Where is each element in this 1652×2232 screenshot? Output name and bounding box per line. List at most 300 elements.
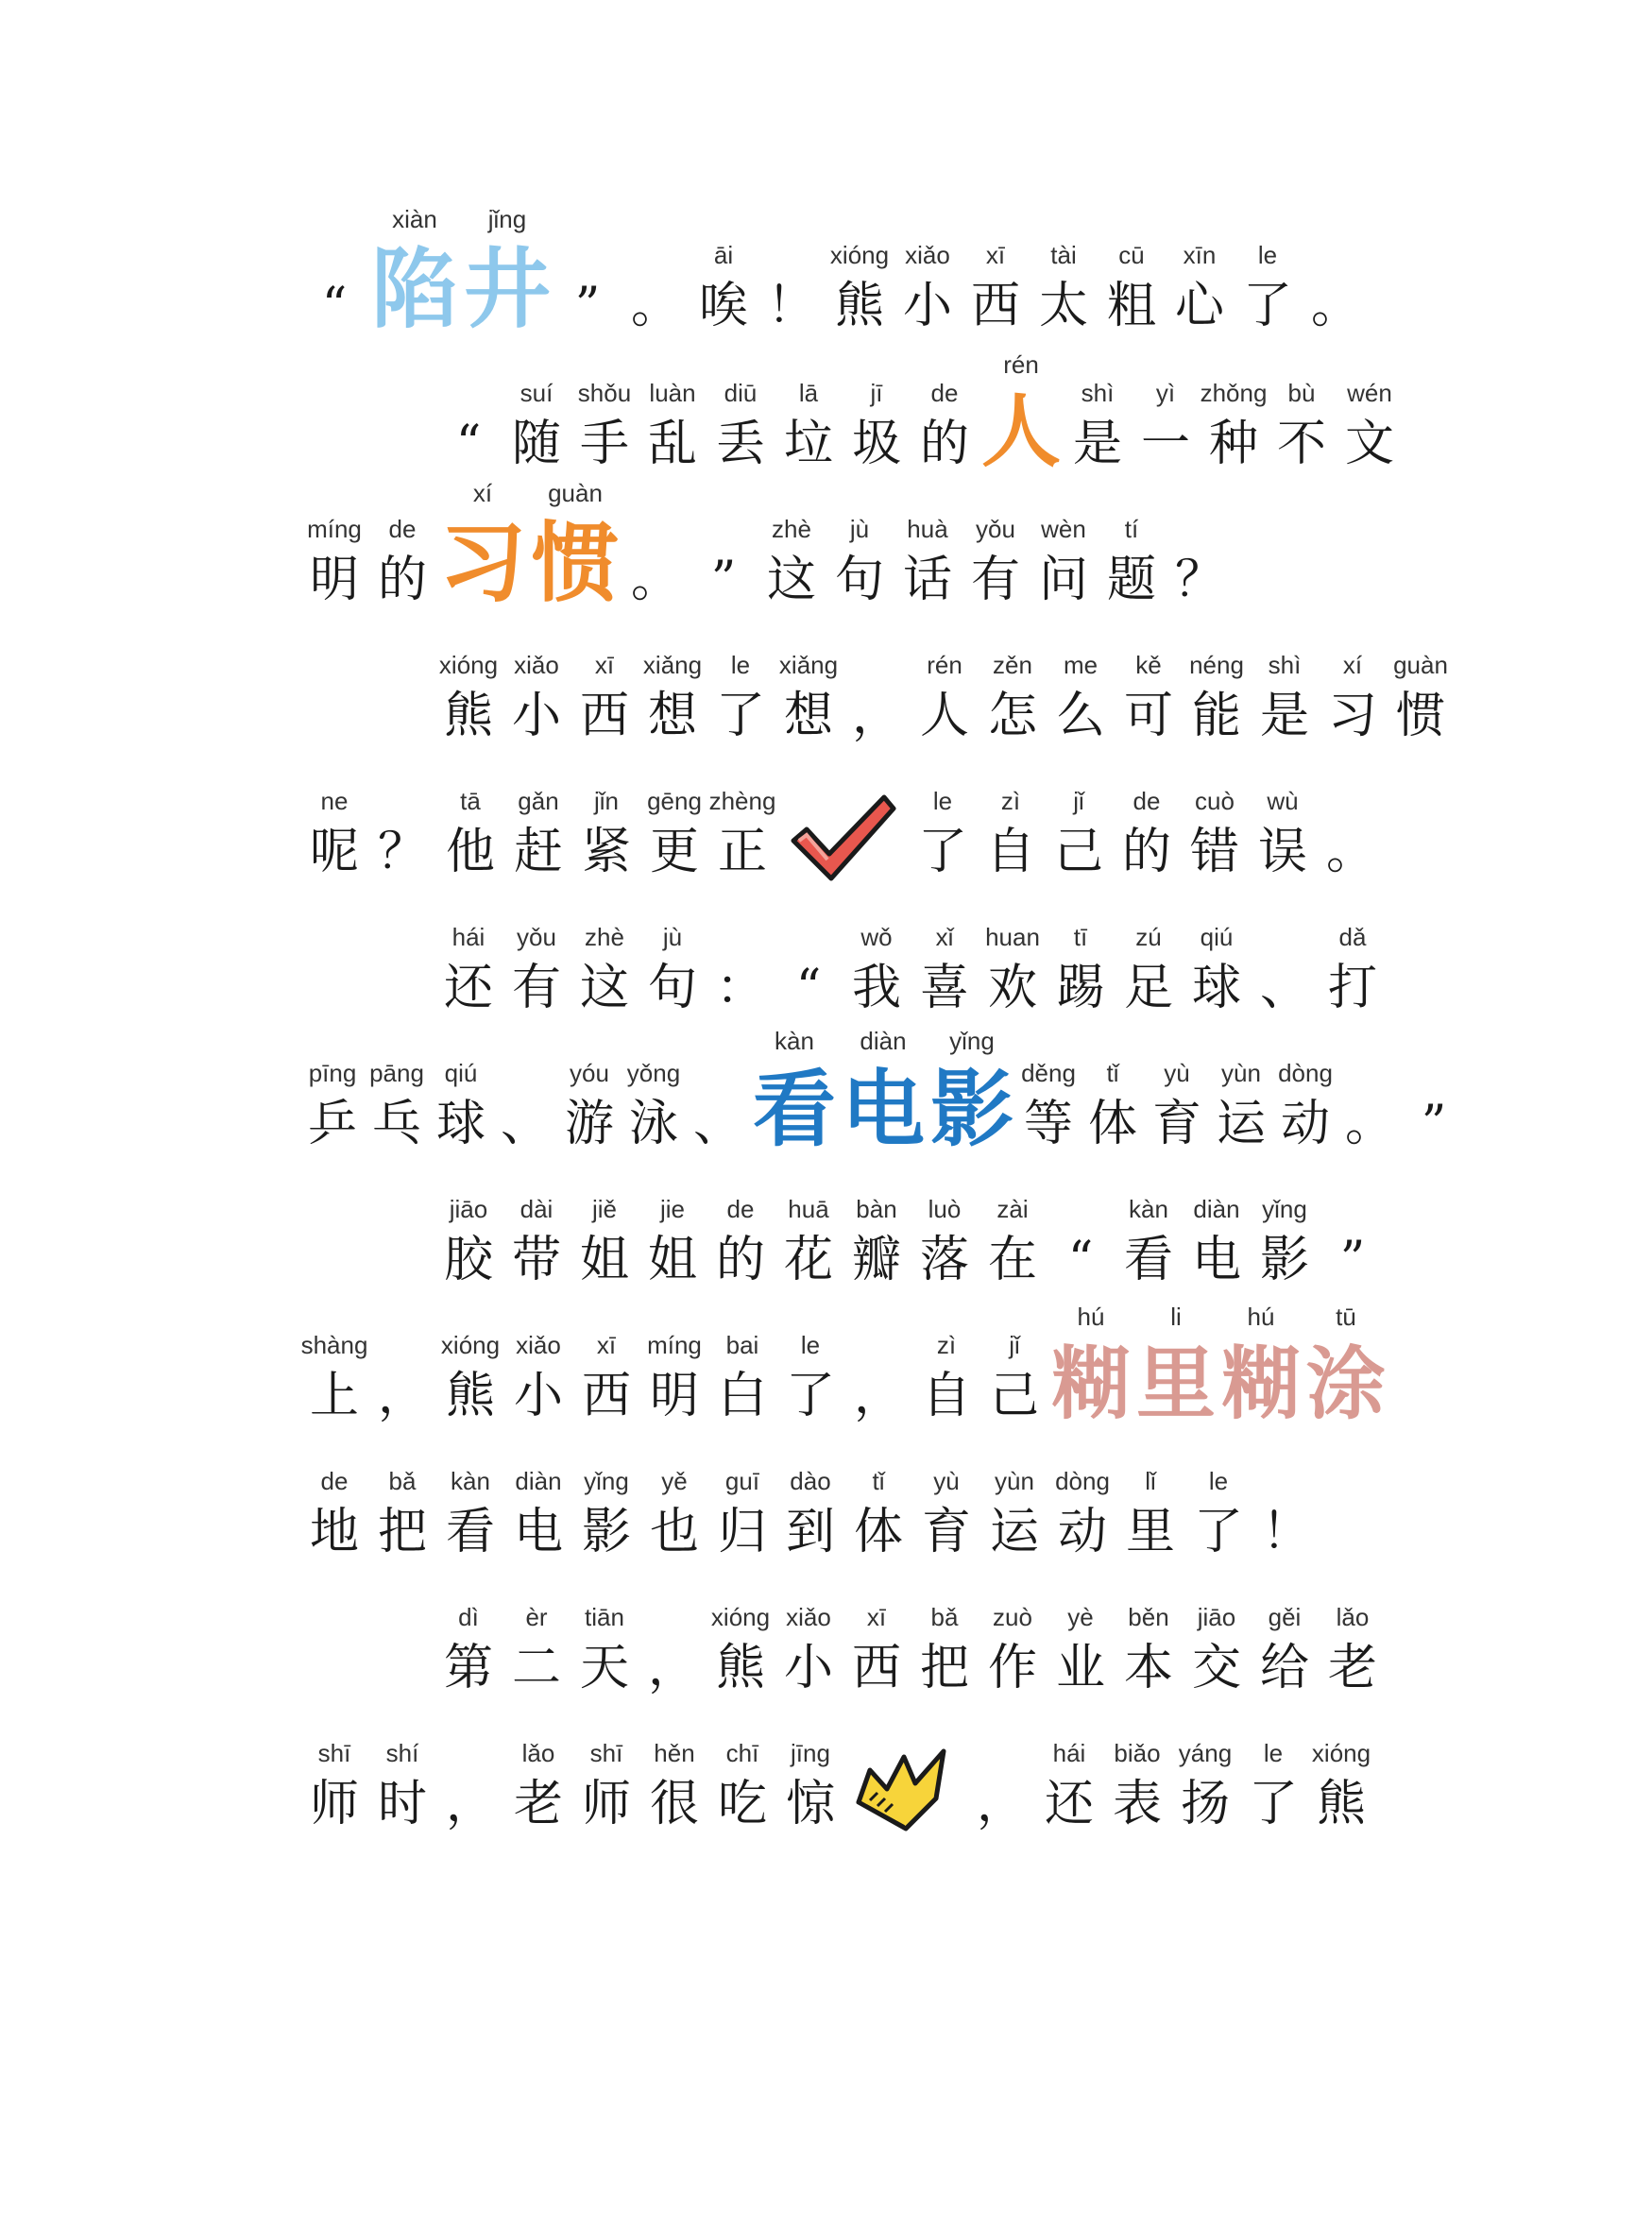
hanzi: 姐 [579, 1232, 629, 1288]
punctuation [622, 238, 690, 340]
line-7 [300, 1016, 1466, 1158]
hanzi: 可 [1123, 688, 1173, 744]
hanzi: 在 [987, 1232, 1037, 1288]
hanzi-with-pinyin [1030, 238, 1098, 340]
pinyin: hěn [654, 1739, 695, 1767]
pinyin: lǐ [1145, 1467, 1156, 1495]
hanzi-with-pinyin [775, 376, 843, 478]
hanzi-with-pinyin [708, 1464, 776, 1566]
hanzi: 熊 [443, 688, 493, 744]
hanzi-with-pinyin [502, 376, 571, 478]
pinyin: qiú [1200, 923, 1234, 951]
hanzi-with-pinyin [300, 784, 368, 886]
hanzi: 游 [564, 1096, 614, 1152]
hanzi-with-pinyin [1183, 1600, 1251, 1702]
pinyin: shǒu [577, 379, 632, 407]
hanzi: 的 [377, 552, 427, 608]
pinyin: kàn [775, 1027, 814, 1055]
pinyin: jù [662, 923, 683, 951]
hanzi: 心 [1174, 278, 1224, 334]
highlight-word-char [1048, 1296, 1133, 1430]
hanzi: 糊 [1050, 1337, 1131, 1430]
hanzi: 动 [1057, 1504, 1107, 1560]
pinyin: yè [1067, 1603, 1094, 1631]
hanzi: 人 [980, 385, 1061, 478]
pinyin: yáng [1178, 1739, 1233, 1767]
pinyin: hái [451, 923, 485, 951]
hanzi: 老 [1327, 1640, 1377, 1696]
hanzi: 题 [1106, 552, 1156, 608]
hanzi-with-pinyin [979, 920, 1047, 1022]
pinyin: xiǎo [516, 1331, 561, 1359]
hanzi: ， [976, 1776, 1026, 1832]
hanzi: 乱 [647, 416, 697, 472]
pinyin: yě [661, 1467, 688, 1495]
hanzi: 自 [921, 1368, 971, 1424]
hanzi-with-pinyin [1307, 1736, 1375, 1838]
hanzi: 能 [1191, 688, 1241, 744]
hanzi: 白 [717, 1368, 767, 1424]
hanzi: 运 [989, 1504, 1039, 1560]
pinyin: xiǎng [778, 651, 839, 679]
pinyin: yì [1155, 379, 1176, 407]
hanzi-with-pinyin [1183, 648, 1251, 750]
hanzi-with-pinyin [911, 376, 979, 478]
punctuation [844, 1328, 912, 1430]
pinyin: bai [725, 1331, 759, 1359]
hanzi: 想 [783, 688, 833, 744]
highlight-word-char [1133, 1296, 1218, 1430]
pinyin: shàng [300, 1331, 368, 1359]
hanzi-with-pinyin [980, 1328, 1048, 1430]
highlight-word-char [928, 1020, 1016, 1158]
pinyin: lǎo [521, 1739, 555, 1767]
hanzi: 乒 [307, 1096, 357, 1152]
hanzi: 育 [1151, 1096, 1201, 1152]
pinyin: shì [1268, 651, 1302, 679]
hanzi: 看 [1123, 1232, 1173, 1288]
hanzi-with-pinyin [912, 1464, 980, 1566]
hanzi: 了 [1248, 1776, 1298, 1832]
hanzi-with-pinyin [1209, 1056, 1273, 1158]
pinyin: luò [928, 1195, 962, 1223]
pinyin: zhǒng [1200, 379, 1268, 407]
hanzi-with-pinyin [843, 1192, 911, 1294]
hanzi-with-pinyin [429, 1056, 493, 1158]
hanzi: 里 [1135, 1337, 1216, 1430]
punctuation [1402, 1056, 1466, 1158]
hanzi-with-pinyin [436, 784, 504, 886]
pinyin: hái [1052, 1739, 1086, 1767]
hanzi-with-pinyin [843, 376, 911, 478]
hanzi-with-pinyin [1251, 1192, 1319, 1294]
pinyin: néng [1189, 651, 1244, 679]
hanzi: 涂 [1305, 1337, 1386, 1430]
pinyin: zhè [585, 923, 624, 951]
hanzi: 种 [1208, 416, 1258, 472]
hanzi-with-pinyin [1113, 784, 1181, 886]
pinyin: zuò [993, 1603, 1032, 1631]
hanzi: “ [455, 416, 482, 472]
hanzi-with-pinyin [368, 512, 436, 614]
pinyin: le [730, 651, 751, 679]
hanzi: 句 [834, 552, 884, 608]
pinyin: āi [713, 241, 734, 269]
hanzi: 手 [579, 416, 629, 472]
hanzi: 小 [902, 278, 952, 334]
hanzi: 体 [853, 1504, 903, 1560]
pinyin: jǐ [1009, 1331, 1020, 1359]
hanzi: 体 [1087, 1096, 1137, 1152]
pinyin: xí [1342, 651, 1363, 679]
hanzi-with-pinyin [639, 920, 707, 1022]
hanzi-with-pinyin [911, 1600, 979, 1702]
hanzi: 瓣 [851, 1232, 901, 1288]
pinyin: lǎo [1336, 1603, 1370, 1631]
hanzi-with-pinyin [980, 1464, 1048, 1566]
hanzi: 惯 [1395, 688, 1445, 744]
hanzi: 的 [715, 1232, 765, 1288]
hanzi-with-pinyin [1115, 1600, 1183, 1702]
pinyin: xióng [1311, 1739, 1371, 1767]
pinyin: děng [1021, 1059, 1076, 1087]
pinyin: huan [985, 923, 1040, 951]
hanzi-with-pinyin [1145, 1056, 1209, 1158]
pinyin: le [1257, 241, 1278, 269]
hanzi: ？ [1174, 552, 1224, 608]
pinyin: dì [458, 1603, 479, 1631]
pinyin: tā [460, 787, 481, 815]
hanzi: 师 [309, 1776, 359, 1832]
pinyin: xīn [1183, 241, 1217, 269]
hanzi-with-pinyin [639, 376, 707, 478]
pinyin: chī [725, 1739, 759, 1767]
hanzi: 了 [785, 1368, 835, 1424]
hanzi: 的 [1121, 824, 1171, 880]
pinyin: li [1170, 1303, 1182, 1331]
hanzi: ： [715, 960, 765, 1016]
hanzi-with-pinyin [911, 920, 979, 1022]
pinyin: bàn [856, 1195, 897, 1223]
punctuation [300, 238, 368, 340]
hanzi-with-pinyin [911, 1192, 979, 1294]
hanzi-with-pinyin [1200, 376, 1268, 478]
hanzi: 小 [513, 1368, 563, 1424]
hanzi: 不 [1276, 416, 1326, 472]
hanzi: 正 [717, 824, 767, 880]
hanzi-with-pinyin [300, 1736, 368, 1838]
hanzi: 话 [902, 552, 952, 608]
hanzi: 老 [513, 1776, 563, 1832]
punctuation [434, 376, 502, 478]
hanzi-with-pinyin [708, 1328, 776, 1430]
hanzi: 。 [630, 278, 680, 334]
hanzi-with-pinyin [1239, 1736, 1307, 1838]
hanzi-with-pinyin [962, 512, 1030, 614]
hanzi: 是 [1072, 416, 1122, 472]
pinyin: rén [927, 651, 962, 679]
pinyin: de [930, 379, 959, 407]
line-5 [300, 744, 1385, 886]
hanzi-with-pinyin [1171, 1736, 1239, 1838]
pinyin: cuò [1195, 787, 1235, 815]
hanzi-with-pinyin [1047, 920, 1115, 1022]
hanzi: 己 [989, 1368, 1039, 1424]
hanzi-with-pinyin [502, 648, 571, 750]
pinyin: xiǎng [642, 651, 703, 679]
pinyin: xiǎo [786, 1603, 831, 1631]
pinyin: le [800, 1331, 821, 1359]
hanzi: 归 [717, 1504, 767, 1560]
hanzi-with-pinyin [843, 920, 911, 1022]
hanzi: 有 [970, 552, 1020, 608]
hanzi: 电 [513, 1504, 563, 1560]
pinyin: jī [870, 379, 883, 407]
hanzi: 喜 [919, 960, 969, 1016]
pinyin: shī [589, 1739, 623, 1767]
punctuation [436, 1736, 504, 1838]
hanzi-with-pinyin [572, 1464, 640, 1566]
hanzi: 乓 [371, 1096, 421, 1152]
hanzi-with-pinyin [1183, 1192, 1251, 1294]
hanzi: 踢 [1055, 960, 1105, 1016]
pinyin: zài [996, 1195, 1029, 1223]
line-8 [434, 1152, 1387, 1294]
hanzi: 吃 [717, 1776, 767, 1832]
line-1 [300, 198, 1370, 340]
hanzi-with-pinyin [1268, 376, 1336, 478]
hanzi-with-pinyin [434, 1600, 502, 1702]
hanzi-with-pinyin [300, 1056, 365, 1158]
pinyin: xí [472, 479, 493, 507]
hanzi: 打 [1327, 960, 1377, 1016]
pinyin: xī [985, 241, 1006, 269]
hanzi-with-pinyin [707, 376, 775, 478]
pinyin: xǐ [935, 923, 954, 951]
pinyin: rén [1003, 350, 1039, 379]
hanzi-with-pinyin [1047, 1600, 1115, 1702]
hanzi-with-pinyin [775, 648, 843, 750]
hanzi-with-pinyin [1045, 784, 1113, 886]
pinyin: jie [659, 1195, 685, 1223]
hanzi-with-pinyin [1319, 1600, 1387, 1702]
pinyin: zhèng [708, 787, 776, 815]
hanzi: 、 [500, 1096, 550, 1152]
pinyin: jù [849, 515, 870, 543]
hanzi: 电 [841, 1061, 925, 1158]
punctuation [1319, 1192, 1387, 1294]
yellow-crown-icon [844, 1734, 967, 1838]
hanzi-with-pinyin [557, 1056, 622, 1158]
hanzi-with-pinyin [502, 920, 571, 1022]
pinyin: xióng [438, 651, 499, 679]
hanzi: 误 [1257, 824, 1307, 880]
hanzi: 泳 [628, 1096, 678, 1152]
pinyin: xióng [710, 1603, 771, 1631]
pinyin: dài [519, 1195, 554, 1223]
hanzi: 、 [692, 1096, 742, 1152]
hanzi-with-pinyin [1251, 1600, 1319, 1702]
hanzi-with-pinyin [979, 648, 1047, 750]
pinyin: suí [519, 379, 554, 407]
punctuation [775, 920, 843, 1022]
hanzi: 我 [851, 960, 901, 1016]
hanzi-with-pinyin [894, 512, 962, 614]
hanzi: 了 [715, 688, 765, 744]
pinyin: yùn [1221, 1059, 1261, 1087]
pinyin: yǐng [949, 1027, 995, 1055]
hanzi-with-pinyin [962, 238, 1030, 340]
pinyin: xióng [829, 241, 890, 269]
hanzi: ， [853, 1368, 903, 1424]
hanzi: ” [1421, 1096, 1447, 1152]
pinyin: diàn [860, 1027, 907, 1055]
punctuation [1337, 1056, 1402, 1158]
hanzi-with-pinyin [300, 1328, 368, 1430]
hanzi-with-pinyin [572, 1328, 640, 1430]
hanzi: 糊 [1220, 1337, 1301, 1430]
hanzi-with-pinyin [504, 784, 572, 886]
hanzi: 还 [1044, 1776, 1094, 1832]
pinyin: huā [788, 1195, 829, 1223]
pinyin: xī [594, 651, 615, 679]
hanzi-with-pinyin [640, 1464, 708, 1566]
hanzi: 电 [1191, 1232, 1241, 1288]
punctuation [690, 512, 758, 614]
hanzi: 天 [579, 1640, 629, 1696]
hanzi: 很 [649, 1776, 699, 1832]
hanzi-with-pinyin [1016, 1056, 1081, 1158]
line-9 [300, 1288, 1388, 1430]
hanzi-with-pinyin [640, 784, 708, 886]
hanzi: 是 [1259, 688, 1309, 744]
hanzi: 给 [1259, 1640, 1309, 1696]
pinyin: wèn [1041, 515, 1086, 543]
hanzi: 落 [919, 1232, 969, 1288]
pinyin: le [1208, 1467, 1229, 1495]
hanzi: 了 [917, 824, 967, 880]
hanzi: 随 [511, 416, 561, 472]
hanzi: 西 [579, 688, 629, 744]
pinyin: tài [1050, 241, 1077, 269]
hanzi: ， [377, 1368, 427, 1424]
hanzi: 球 [435, 1096, 485, 1152]
pinyin: bǎ [930, 1603, 959, 1631]
hanzi: 想 [647, 688, 697, 744]
hanzi-with-pinyin [707, 1600, 775, 1702]
hanzi-with-pinyin [776, 1464, 844, 1566]
pinyin: yù [933, 1467, 960, 1495]
hanzi-with-pinyin [1183, 920, 1251, 1022]
line-6 [434, 880, 1387, 1022]
pinyin: běn [1128, 1603, 1169, 1631]
hanzi: 球 [1191, 960, 1241, 1016]
hanzi: 这 [766, 552, 816, 608]
pinyin: cū [1118, 241, 1145, 269]
hanzi-with-pinyin [843, 1600, 911, 1702]
highlight-word-char [461, 198, 554, 340]
hanzi: 粗 [1106, 278, 1156, 334]
pinyin: tiān [585, 1603, 624, 1631]
hanzi: 地 [309, 1504, 359, 1560]
hanzi: 小 [783, 1640, 833, 1696]
hanzi-with-pinyin [909, 784, 977, 886]
pinyin: bù [1287, 379, 1316, 407]
pinyin: bǎ [388, 1467, 417, 1495]
hanzi-with-pinyin [708, 1736, 776, 1838]
pinyin: zì [1000, 787, 1021, 815]
pinyin: gǎn [518, 787, 559, 815]
hanzi-with-pinyin [368, 1736, 436, 1838]
highlight-word-char [529, 472, 622, 614]
pinyin: tī [1073, 923, 1088, 951]
highlight-word-char [839, 1020, 928, 1158]
hanzi: 。 [1344, 1096, 1394, 1152]
hanzi: 影 [581, 1504, 631, 1560]
pinyin: dòng [1278, 1059, 1333, 1087]
pinyin: zěn [993, 651, 1032, 679]
pinyin: shì [1081, 379, 1115, 407]
pinyin: míng [647, 1331, 702, 1359]
pinyin: huà [907, 515, 948, 543]
pinyin: xiàn [392, 205, 437, 233]
pinyin: de [1133, 787, 1161, 815]
pinyin: de [726, 1195, 755, 1223]
highlight-word-char [750, 1020, 839, 1158]
hanzi: 己 [1053, 824, 1103, 880]
hanzi-with-pinyin [1115, 1192, 1183, 1294]
hanzi: 熊 [715, 1640, 765, 1696]
punctuation [1317, 784, 1385, 886]
hanzi-with-pinyin [434, 1192, 502, 1294]
hanzi: 也 [649, 1504, 699, 1560]
hanzi: 圾 [851, 416, 901, 472]
hanzi: 了 [1242, 278, 1292, 334]
pinyin: wù [1267, 787, 1299, 815]
hanzi: 西 [851, 1640, 901, 1696]
pinyin: pāng [369, 1059, 424, 1087]
hanzi: 、 [1259, 960, 1309, 1016]
punctuation [758, 238, 826, 340]
hanzi-with-pinyin [707, 648, 775, 750]
hanzi-with-pinyin [639, 1192, 707, 1294]
hanzi-with-pinyin [502, 1192, 571, 1294]
hanzi: 时 [377, 1776, 427, 1832]
pinyin: le [1263, 1739, 1284, 1767]
hanzi: 这 [579, 960, 629, 1016]
pinyin: jīng [791, 1739, 830, 1767]
pinyin: yǒng [626, 1059, 681, 1087]
hanzi: 欢 [987, 960, 1037, 1016]
hanzi-with-pinyin [571, 1600, 639, 1702]
hanzi-with-pinyin [571, 1192, 639, 1294]
pinyin: míng [307, 515, 362, 543]
hanzi-with-pinyin [1103, 1736, 1171, 1838]
punctuation [1302, 238, 1370, 340]
hanzi-with-pinyin [894, 238, 962, 340]
pinyin: yóu [570, 1059, 609, 1087]
pinyin: le [932, 787, 953, 815]
punctuation [843, 648, 911, 750]
pinyin: de [320, 1467, 349, 1495]
hanzi: 业 [1055, 1640, 1105, 1696]
pinyin: yǒu [976, 515, 1015, 543]
hanzi: 。 [630, 552, 680, 608]
hanzi: 熊 [834, 278, 884, 334]
hanzi-with-pinyin [775, 1192, 843, 1294]
pinyin: zhè [772, 515, 811, 543]
pinyin: diàn [1193, 1195, 1240, 1223]
